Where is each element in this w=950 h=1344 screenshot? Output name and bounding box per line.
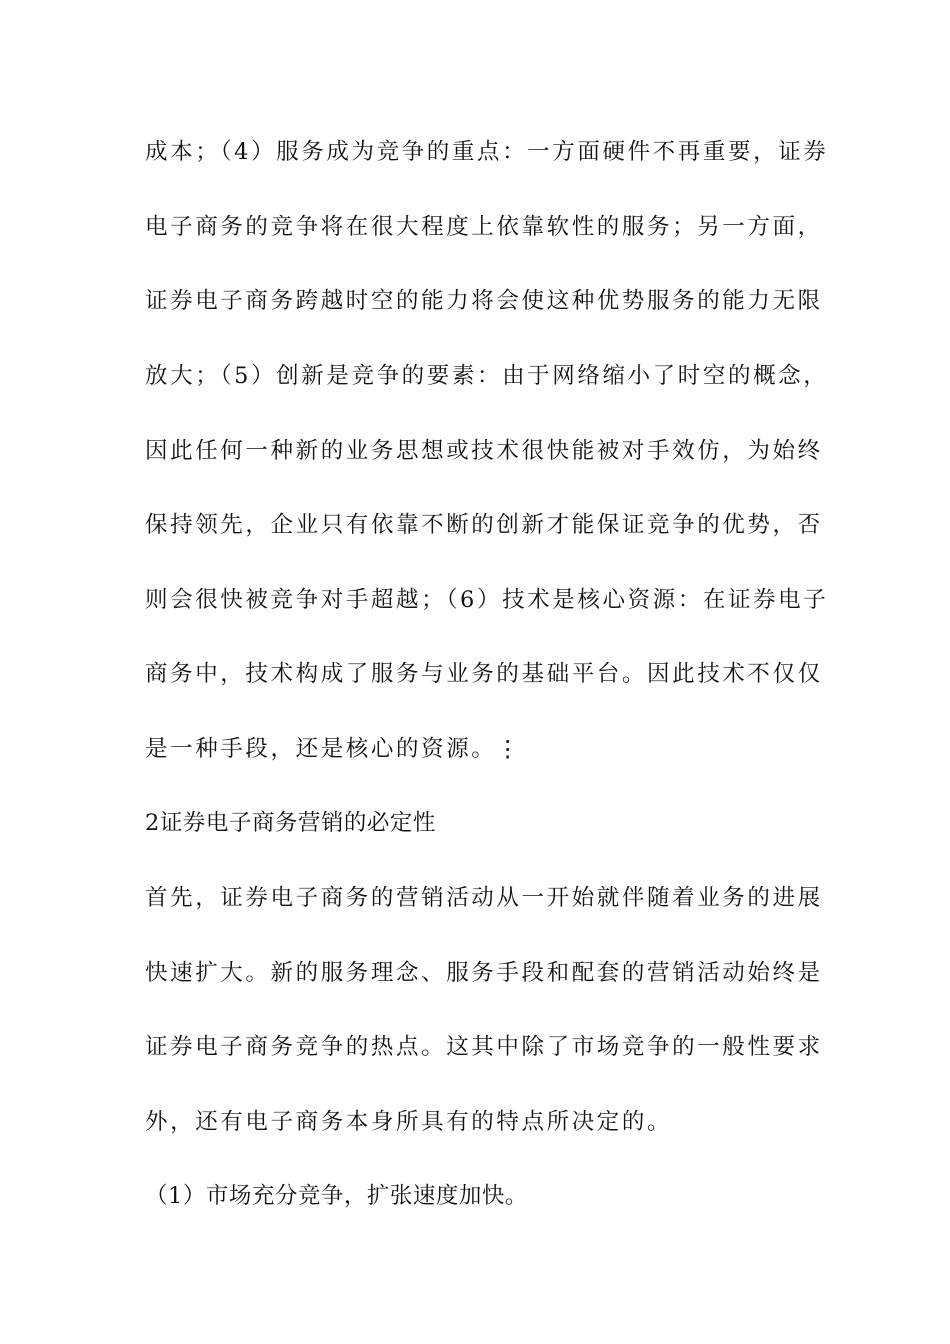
paragraph-line: 放大；（5）创新是竞争的要素：由于网络缩小了时空的概念， (145, 363, 829, 389)
section-heading: 2证券电子商务营销的必定性 (145, 810, 436, 836)
paragraph-line: 商务中，技术构成了服务与业务的基础平台。因此技术不仅仅 (145, 661, 823, 687)
paragraph-line: 因此任何一种新的业务思想或技术很快能被对手效仿，为始终 (145, 438, 823, 464)
paragraph-line: 证券电子商务竞争的热点。这其中除了市场竞争的一般性要求 (145, 1034, 823, 1060)
paragraph-line: 则会很快被竞争对手超越；（6）技术是核心资源：在证券电子 (145, 587, 829, 613)
paragraph-line: 证券电子商务跨越时空的能力将会使这种优势服务的能力无限 (145, 288, 823, 314)
paragraph-line: 首先，证券电子商务的营销活动从一开始就伴随着业务的进展 (145, 885, 823, 911)
paragraph-line: 电子商务的竞争将在很大程度上依靠软性的服务；另一方面， (145, 214, 823, 240)
paragraph-line: 快速扩大。新的服务理念、服务手段和配套的营销活动始终是 (145, 960, 823, 986)
subheading: （1）市场充分竞争，扩张速度加快。 (145, 1183, 528, 1209)
paragraph-line: 成本；（4）服务成为竞争的重点：一方面硬件不再重要，证券 (145, 139, 829, 165)
paragraph-line: 是一种手段，还是核心的资源。⋮ (145, 736, 522, 762)
paragraph-line: 外，还有电子商务本身所具有的特点所决定的。 (145, 1109, 673, 1135)
paragraph-line: 保持领先，企业只有依靠不断的创新才能保证竞争的优势，否 (145, 512, 823, 538)
